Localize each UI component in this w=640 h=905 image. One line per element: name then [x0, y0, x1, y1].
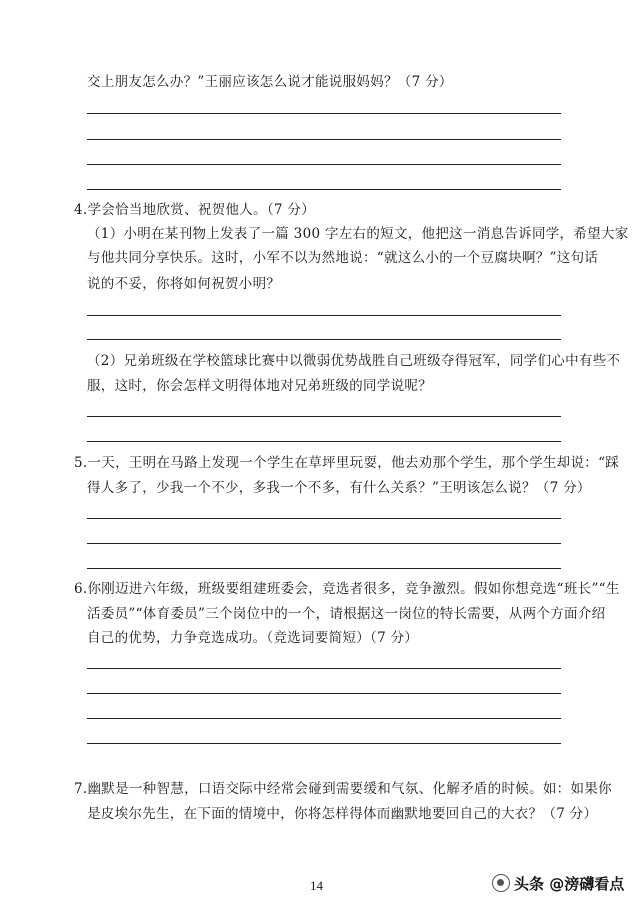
question-4-2-line: （2）兄弟班级在学校篮球比赛中以微弱优势战胜自己班级夺得冠军，同学们心中有些不	[87, 353, 621, 369]
question-4-1-line: （1）小明在某刊物上发表了一篇 300 字左右的短文，他把这一消息告诉同学，希望大家	[87, 226, 629, 242]
answer-line	[87, 718, 561, 719]
question-4-title: 4.学会恰当地欣赏、祝贺他人。（7 分）	[74, 202, 316, 218]
answer-line	[87, 743, 561, 744]
watermark-text: 头条 @滂礴看点	[514, 874, 625, 893]
question-6-line: 活委员”“体育委员”三个岗位中的一个，请根据这一岗位的特长需要，从两个方面介绍	[87, 606, 606, 622]
question-6-line: 自己的优势，力争竞选成功。（竞选词要简短）（7 分）	[87, 630, 419, 646]
answer-line	[87, 139, 561, 140]
wechat-channel-icon	[492, 874, 510, 892]
answer-line	[87, 189, 561, 190]
answer-line	[87, 339, 561, 340]
question-5-line: 得人多了，少我一个不少，多我一个不多，有什么关系？”王明该怎么说？（7 分）	[87, 480, 591, 496]
answer-line	[87, 693, 561, 694]
answer-line	[87, 113, 561, 114]
question-3-tail: 交上朋友怎么办？”王丽应该怎么说才能说服妈妈？（7 分）	[87, 74, 453, 90]
answer-line	[87, 518, 561, 519]
answer-line	[87, 164, 561, 165]
answer-line	[87, 441, 561, 442]
question-6-line: 6.你刚迈进六年级，班级要组建班委会，竞选者很多，竞争激烈。假如你想竞选“班长”“生	[74, 581, 620, 597]
answer-line	[87, 668, 561, 669]
question-4-2-line: 服，这时，你会怎样文明得体地对兄弟班级的同学说呢？	[87, 378, 432, 394]
watermark	[492, 868, 632, 898]
question-5-line: 5.一天，王明在马路上发现一个学生在草坪里玩耍，他去劝那个学生，那个学生却说：“踩	[74, 455, 620, 471]
answer-line	[87, 416, 561, 417]
answer-line	[87, 543, 561, 544]
question-4-1-line: 与他共同分享快乐。这时，小军不以为然地说：“就这么小的一个豆腐块啊？”这句话	[87, 250, 599, 266]
question-7-line: 是皮埃尔先生，在下面的情境中，你将怎样得体而幽默地要回自己的大衣？（7 分）	[87, 806, 598, 822]
answer-line	[87, 315, 561, 316]
answer-line	[87, 568, 561, 569]
question-4-1-line: 说的不妥，你将如何祝贺小明？	[87, 276, 281, 292]
page-number: 14	[310, 878, 323, 893]
question-7-line: 7.幽默是一种智慧，口语交际中经常会碰到需要缓和气氛、化解矛盾的时候。如：如果你	[74, 781, 612, 797]
